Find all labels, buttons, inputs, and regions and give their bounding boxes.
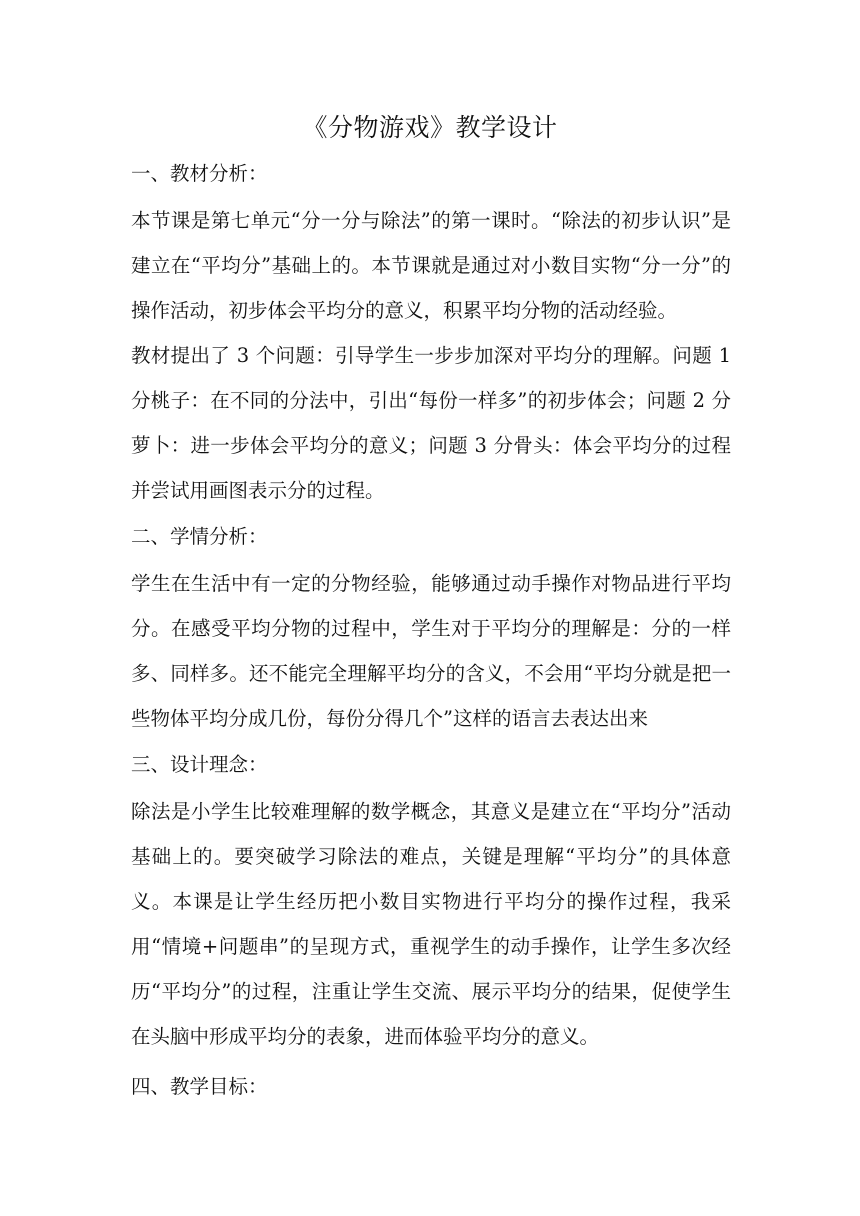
section-heading-textbook-analysis: 一、教材分析：	[131, 162, 268, 185]
section-heading-student-analysis: 二、学情分析：	[131, 525, 268, 548]
section-paragraph: 除法是小学生比较难理解的数学概念，其意义是建立在“平均分”活动基础上的。要突破学习除法的难点，关键是理解“平均分”的具体意义。本课是让学生经历把小数目实物进行平均分的操作过程，我采用“情境+问题串”的呈现方式，重视学生的动手操作，让学生多次经历“平均分”的过程，注重让学生交流、展示平均分的结果，促使学生在头脑中形成平均分的表象，进而体验平均分的意义。	[131, 800, 731, 1048]
section-paragraph: 本节课是第七单元“分一分与除法”的第一课时。“除法的初步认识”是建立在“平均分”基础上的。本节课就是通过对小数目实物“分一分”的操作活动，初步体会平均分的意义，积累平均分物的活动经验。	[131, 209, 731, 322]
section-heading-design-concept: 三、设计理念：	[131, 753, 268, 776]
document-title: 《分物游戏》教学设计	[302, 113, 558, 142]
section-paragraph: 学生在生活中有一定的分物经验，能够通过动手操作对物品进行平均分。在感受平均分物的过程中，学生对于平均分的理解是：分的一样多、同样多。还不能完全理解平均分的含义，不会用“平均分就是把一些物体平均分成几份，每份分得几个”这样的语言去表达出来	[131, 572, 731, 730]
section-heading-teaching-goals: 四、教学目标：	[131, 1075, 268, 1098]
section-paragraph: 教材提出了 3 个问题：引导学生一步步加深对平均分的理解。问题 1 分桃子：在不同的分法中，引出“每份一样多”的初步体会；问题 2 分萝卜：进一步体会平均分的意义；问题 3 分骨头：体会平均分的过程并尝试用画图表示分的过程。	[131, 344, 731, 502]
document-body	[131, 152, 731, 1109]
